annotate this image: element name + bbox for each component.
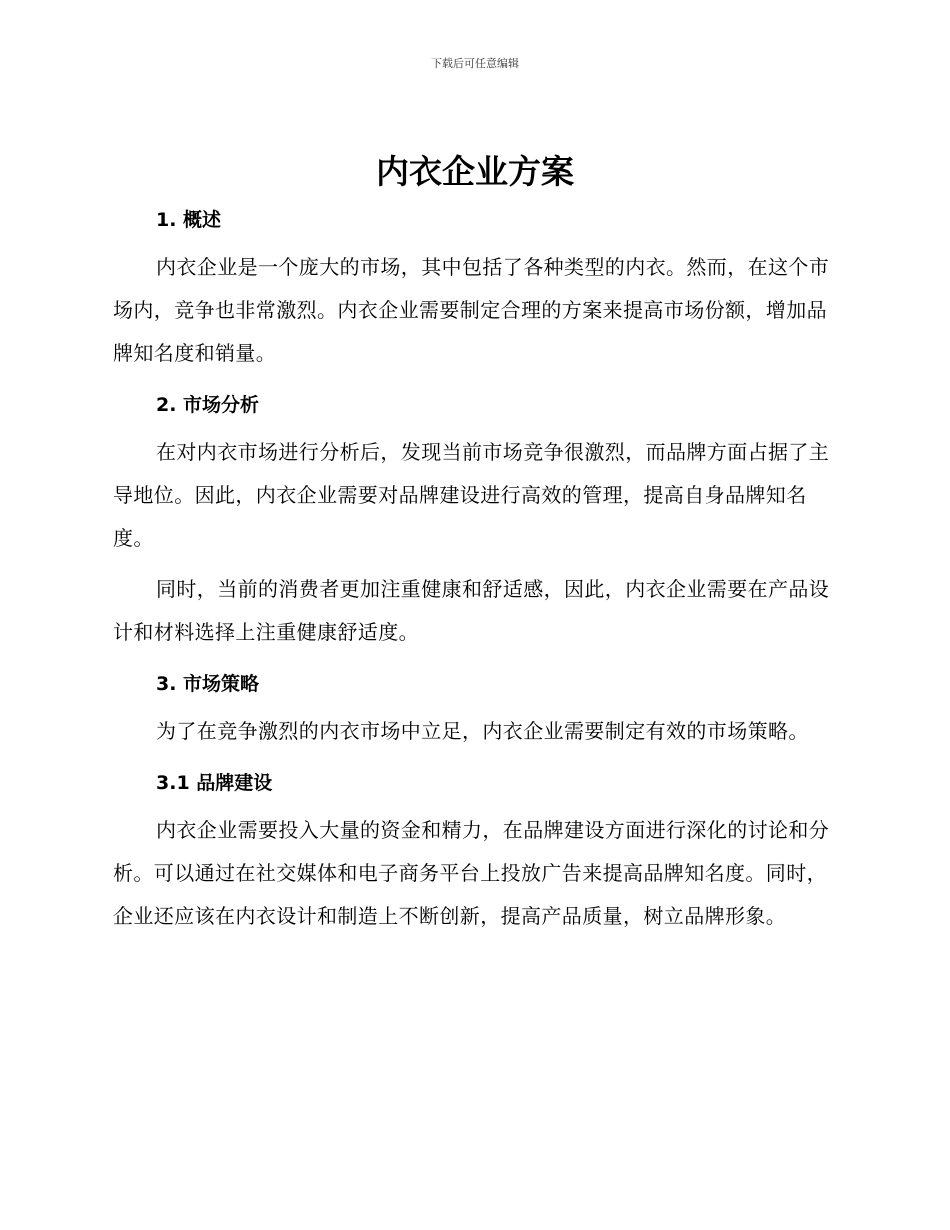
header-note: 下载后可任意编辑 [431,57,519,70]
section-heading: 1. 概述 [156,209,222,231]
section-brand-building [113,761,833,938]
body-paragraph: 为了在竞争激烈的内衣市场中立足，内衣企业需要制定有效的市场策略。 [156,719,809,743]
section-market-analysis [113,383,833,662]
section-heading: 3. 市场策略 [156,673,260,695]
document-title: 内衣企业方案 [376,152,574,191]
document-body [113,198,833,938]
body-paragraph: 内衣企业需要投入大量的资金和精力，在品牌建设方面进行深化的讨论和分析。可以通过在社交媒体和电子商务平台上投放广告来提高品牌知名度。同时，企业还应该在内衣设计和制造上不断创新，提高产品质量，树立品牌形象。 [113,818,830,928]
body-paragraph: 内衣企业是一个庞大的市场，其中包括了各种类型的内衣。然而，在这个市场内，竞争也非常激烈。内衣企业需要制定合理的方案来提高市场份额，增加品牌知名度和销量。 [113,255,830,365]
section-heading: 3.1 品牌建设 [156,772,273,794]
section-heading: 2. 市场分析 [156,394,260,416]
body-paragraph: 同时，当前的消费者更加注重健康和舒适感，因此，内衣企业需要在产品设计和材料选择上注重健康舒适度。 [113,577,830,644]
section-overview [113,198,833,383]
body-paragraph: 在对内衣市场进行分析后，发现当前市场竞争很激烈，而品牌方面占据了主导地位。因此，内衣企业需要对品牌建设进行高效的管理，提高自身品牌知名度。 [113,440,830,550]
section-market-strategy [113,662,833,761]
